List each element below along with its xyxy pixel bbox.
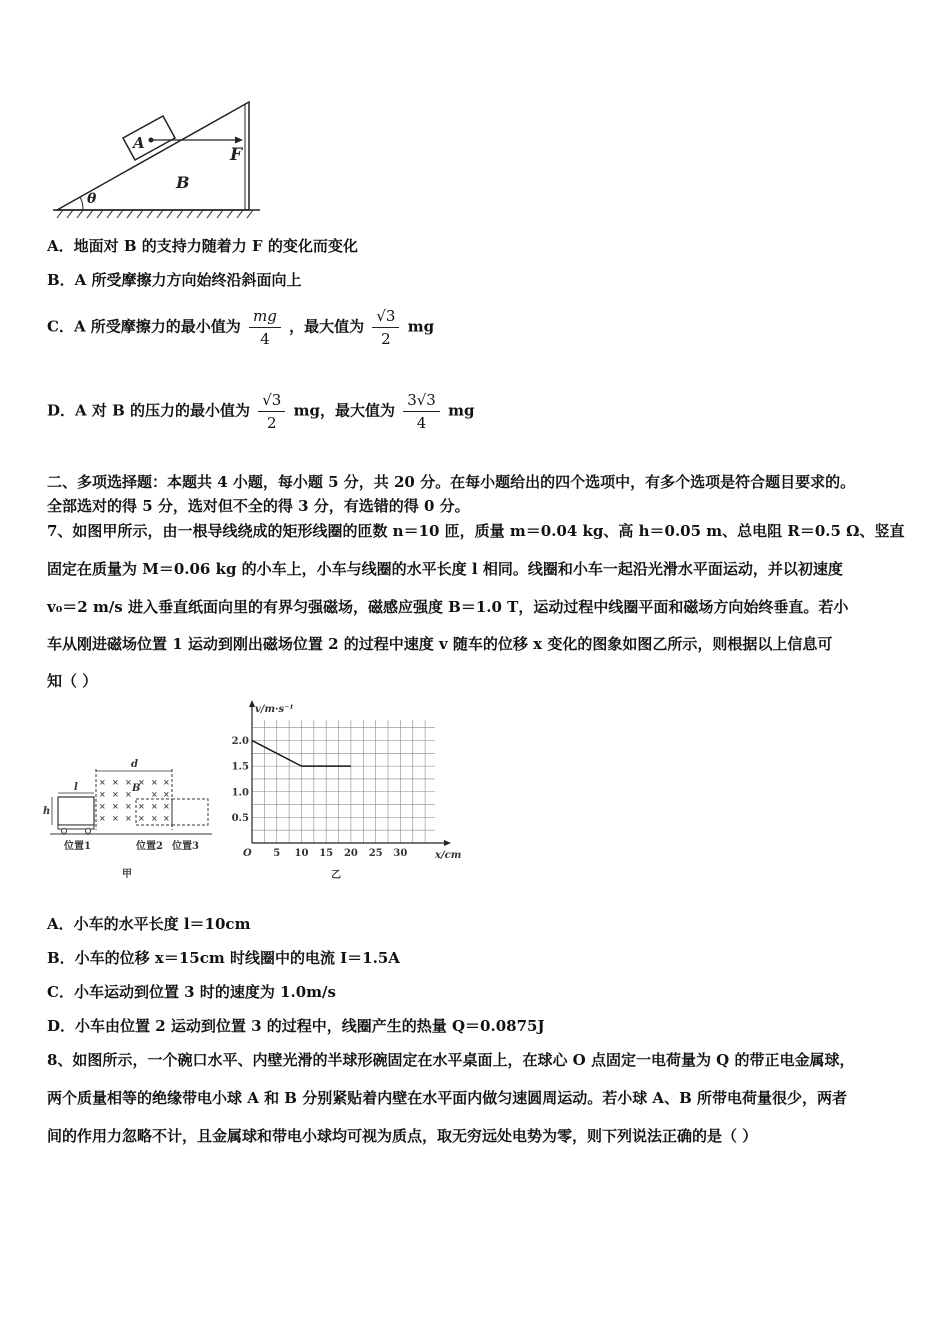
wheel (86, 829, 91, 834)
q8-stem-line2: 两个质量相等的绝缘带电小球 A 和 B 分别紧贴着内壁在水平面内做匀速圆周运动。若小球 A、B 所带电荷量很少，两者 (47, 1089, 847, 1107)
coil-position1 (58, 797, 94, 825)
frac-numerator: √3 (258, 390, 285, 412)
wheel (62, 829, 67, 834)
chart-grid (252, 720, 435, 843)
chart-caption: 乙 (331, 870, 341, 881)
svg-text:×: × (112, 813, 119, 823)
q7-option-D: D．小车由位置 2 运动到位置 3 的过程中，线圈产生的热量 Q＝0.0875J (47, 1017, 545, 1035)
label-angle-theta: θ (87, 191, 97, 207)
block-A (123, 116, 175, 160)
label-wedge-B: B (176, 173, 190, 192)
chart-x-tick-label: 5 (273, 848, 281, 859)
svg-text:×: × (112, 801, 119, 811)
label-position1: 位置1 (64, 841, 91, 852)
svg-text:×: × (99, 813, 106, 823)
q6-option-B: B．A 所受摩擦力方向始终沿斜面向上 (47, 271, 302, 289)
q7-option-C: C．小车运动到位置 3 时的速度为 1.0m/s (47, 983, 336, 1001)
label-B: B (132, 783, 141, 794)
svg-text:×: × (163, 801, 170, 811)
figure-yi-chart (225, 700, 470, 885)
chart-y-axis-label: v/m·s⁻¹ (255, 704, 294, 715)
q7-stem-line2: 固定在质量为 M＝0.06 kg 的小车上，小车与线圈的水平长度 l 相同。线圈和小车一起沿光滑水平面运动，并以初速度 (47, 560, 843, 578)
svg-text:×: × (163, 777, 170, 787)
svg-text:×: × (151, 801, 158, 811)
incline-figure (45, 92, 270, 222)
label-h: h (43, 806, 51, 817)
svg-text:×: × (151, 777, 158, 787)
q7-stem-line3: v₀＝2 m/s 进入垂直纸面向里的有界匀强磁场，磁感应强度 B＝1.0 T，运动过程中线圈平面和磁场方向始终垂直。若小 (47, 598, 849, 616)
svg-text:×: × (99, 801, 106, 811)
svg-text:×: × (151, 813, 158, 823)
chart-y-tick-label: 1.0 (231, 787, 249, 799)
svg-text:×: × (112, 789, 119, 799)
chart-y-tick-label: 2.0 (231, 736, 249, 747)
angle-arc (80, 197, 83, 210)
q6-option-D-suffix: mg (448, 401, 475, 420)
section2-line2: 全部选对的得 5 分，选对但不全的得 3 分，有选错的得 0 分。 (47, 497, 470, 515)
chart-y-tick-label: 1.5 (231, 761, 249, 773)
chart-origin-label: O (243, 848, 252, 859)
frac-numerator: 3√3 (403, 390, 440, 412)
force-arrowhead (235, 137, 243, 144)
chart-y-tick-label: 0.5 (231, 812, 249, 824)
svg-text:×: × (125, 801, 132, 811)
chart-x-tick-label: 30 (393, 848, 408, 859)
q6-option-D (47, 390, 474, 433)
svg-text:×: × (138, 813, 145, 823)
chart-x-tick-label: 10 (294, 848, 309, 859)
q6-option-D-mid: mg，最大值为 (293, 401, 395, 420)
label-position2: 位置2 (136, 841, 163, 852)
frac-numerator: √3 (372, 306, 399, 328)
chart-axes (249, 700, 451, 846)
chart-x-axis-arrow (444, 840, 451, 846)
q7-option-B: B．小车的位移 x＝15cm 时线圈中的电流 I＝1.5A (47, 949, 400, 967)
q6-option-C-prefix: C．A 所受摩擦力的最小值为 (47, 317, 241, 336)
q8-stem-line1: 8、如图所示，一个碗口水平、内壁光滑的半球形碗固定在水平桌面上，在球心 O 点固定一电荷量为 Q 的带正电金属球， (47, 1051, 855, 1069)
figure-jia (40, 755, 220, 885)
label-l: l (74, 782, 78, 793)
label-position3: 位置3 (172, 841, 199, 852)
chart-tick-labels (232, 736, 408, 859)
q6-option-C-mid: ，最大值为 (289, 317, 365, 336)
chart-x-axis-label: x/cm (435, 850, 462, 861)
q6-option-C-frac-max (372, 306, 399, 349)
frac-numerator: mg (249, 306, 281, 328)
q6-option-D-prefix: D．A 对 B 的压力的最小值为 (47, 401, 250, 420)
label-d: d (131, 759, 138, 770)
svg-text:×: × (138, 777, 145, 787)
svg-text:×: × (99, 777, 106, 787)
chart-x-tick-label: 20 (343, 848, 358, 859)
frac-denominator: 2 (267, 414, 277, 432)
svg-text:×: × (138, 801, 145, 811)
chart-x-tick-label: 25 (368, 848, 383, 859)
q7-stem-line4: 车从刚进磁场位置 1 运动到刚出磁场位置 2 的过程中速度 v 随车的位移 x 变化的图象如图乙所示，则根据以上信息可 (47, 635, 833, 653)
q6-option-D-frac-min (258, 390, 285, 433)
svg-text:×: × (125, 777, 132, 787)
q7-stem-line5: 知（ ） (47, 672, 98, 690)
q6-option-C-frac-min (249, 306, 281, 349)
q7-stem-line1: 7、如图甲所示，由一根导线绕成的矩形线圈的匝数 n＝10 匝，质量 m＝0.04 kg、高 h＝0.05 m、总电阻 R＝0.5 Ω、竖直 (47, 522, 905, 540)
caption-jia: 甲 (122, 869, 132, 880)
frac-denominator: 2 (381, 330, 391, 348)
coil-position3 (172, 799, 208, 825)
q8-stem-line3: 间的作用力忽略不计，且金属球和带电小球均可视为质点，取无穷远处电势为零，则下列说法正确的是（ ） (47, 1127, 758, 1145)
svg-text:×: × (163, 789, 170, 799)
q6-option-C (47, 306, 434, 349)
q6-option-A: A．地面对 B 的支持力随着力 F 的变化而变化 (47, 237, 358, 255)
q6-option-D-frac-max (403, 390, 440, 433)
svg-text:×: × (125, 789, 132, 799)
frac-denominator: 4 (416, 414, 427, 432)
wedge-B (57, 102, 249, 210)
svg-text:×: × (163, 813, 170, 823)
q6-option-C-suffix: mg (407, 317, 435, 336)
frac-denominator: 4 (260, 330, 270, 348)
label-force-F: F (230, 145, 243, 165)
q7-option-A: A．小车的水平长度 l＝10cm (47, 915, 251, 933)
ground-hatch (57, 210, 253, 218)
svg-text:×: × (151, 789, 158, 799)
svg-text:×: × (112, 777, 119, 787)
svg-text:×: × (99, 789, 106, 799)
chart-x-tick-label: 15 (319, 848, 334, 859)
section2-line1: 二、多项选择题：本题共 4 小题，每小题 5 分，共 20 分。在每小题给出的四个选项中，有多个选项是符合题目要求的。 (47, 473, 856, 491)
label-block-A: A (133, 134, 145, 152)
svg-text:×: × (125, 813, 132, 823)
